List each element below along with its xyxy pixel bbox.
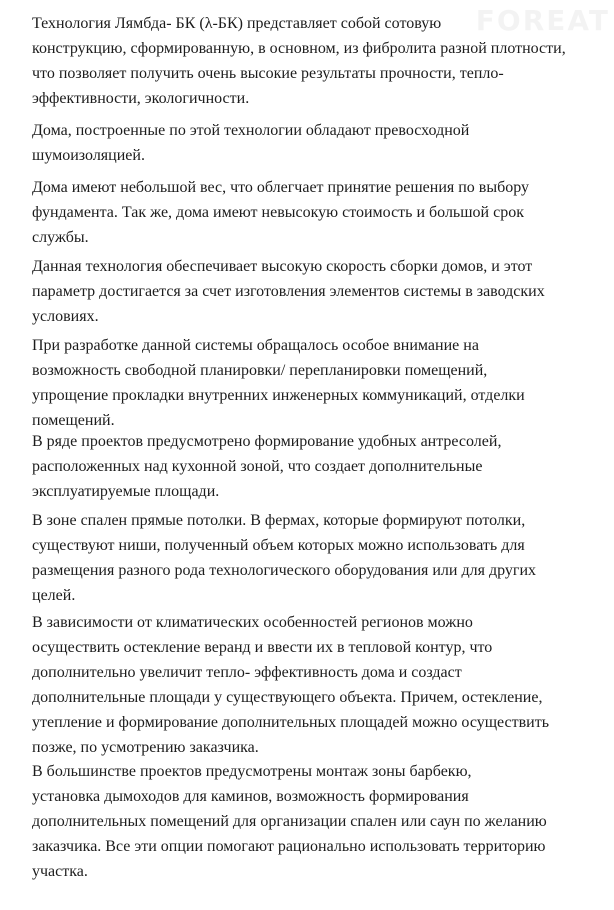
paragraph-technology-intro: Технология Лямбда- БК (λ-БК) представляет собой сотовую конструкцию, сформированную, в основном, из фибролита разной плотности, что позволяет получить очень высокие результаты прочности, тепло- эффективности, экологичности. bbox=[32, 15, 566, 107]
paragraph-noise-insulation: Дома, построенные по этой технологии обладают превосходной шумоизоляцией. bbox=[32, 122, 470, 164]
paragraph-light-weight: Дома имеют небольшой вес, что облегчает принятие решения по выбору фундамента. Так же, дома имеют невысокую стоимость и большой срок службы. bbox=[32, 179, 530, 246]
paragraph-veranda-glazing: В зависимости от климатических особенностей регионов можно осуществить остекление веранд и ввести их в тепловой контур, что дополнительно увеличит тепло- эффективность дома и создаст дополнительные площади у существующего объекта. Причем, остекление, утепление и формирование дополнительных площадей можно осуществить позже, по усмотрению заказчика. bbox=[32, 614, 550, 756]
paragraph-bedroom-ceilings: В зоне спален прямые потолки. В фермах, которые формируют потолки, существуют ниши, полученный объем которых можно использовать для размещения разного рода технологического оборудования или для других целей. bbox=[32, 512, 537, 604]
paragraph-mezzanines: В ряде проектов предусмотрено формирование удобных антресолей, расположенных над кухонной зоной, что создает дополнительные эксплуатируемые площади. bbox=[32, 433, 502, 500]
paragraph-free-planning: При разработке данной системы обращалось особое внимание на возможность свободной планировки/ перепланировки помещений, упрощение прокладки внутренних инженерных коммуникаций, отделки помещений. bbox=[32, 337, 525, 429]
paragraph-extra-options: В большинстве проектов предусмотрены монтаж зоны барбекю, установка дымоходов для каминов, возможность формирования дополнительных помещений для организации спален или саун по желанию заказчика. Все эти опции помогают рационально использовать территорию участка. bbox=[32, 763, 547, 880]
paragraph-assembly-speed: Данная технология обеспечивает высокую скорость сборки домов, и этот параметр достигается за счет изготовления элементов системы в заводских условиях. bbox=[32, 258, 545, 325]
